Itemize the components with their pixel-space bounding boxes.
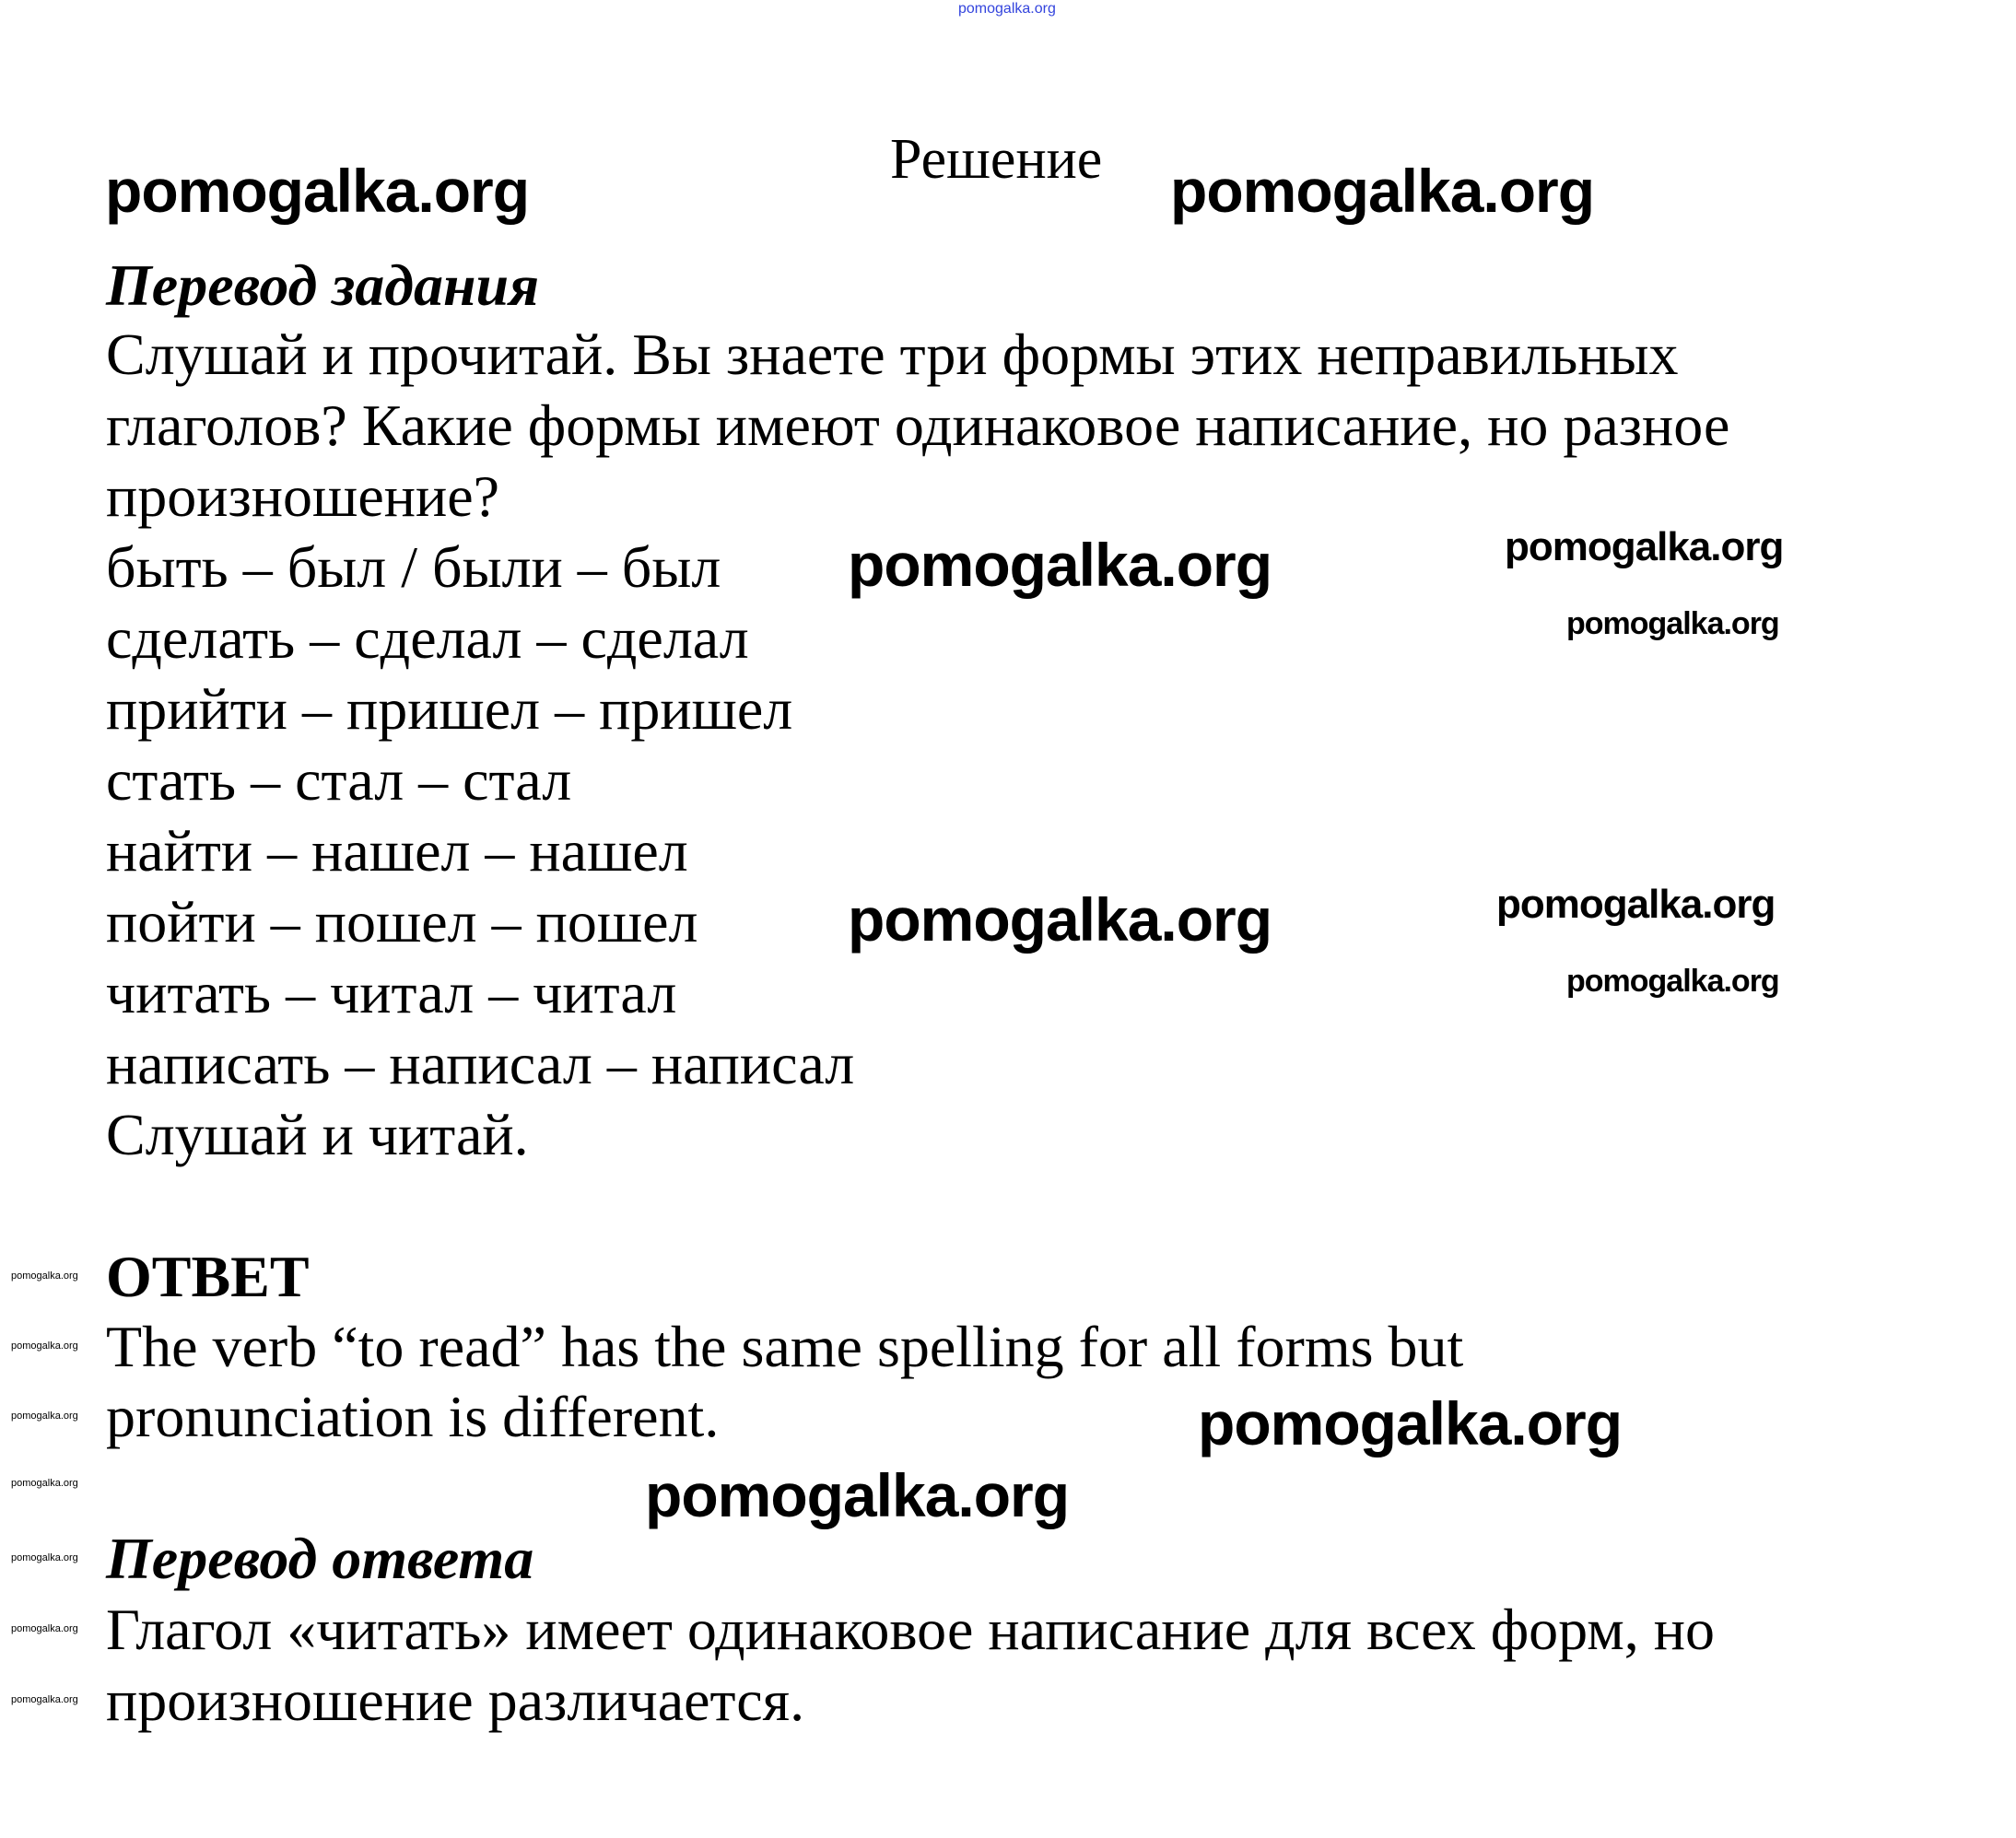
text-line: читать – читал – читал	[106, 960, 677, 1025]
watermark: pomogalka.org	[1496, 882, 1776, 927]
page-title: Решение	[890, 128, 1103, 191]
text-line: найти – нашел – нашел	[106, 818, 688, 884]
text-line: Слушай и прочитай. Вы знаете три формы этих неправильных	[106, 322, 1679, 387]
watermark: pomogalka.org	[1566, 964, 1779, 999]
watermark: pomogalka.org	[11, 1694, 78, 1705]
answer-translation-heading: Перевод ответа	[106, 1526, 534, 1591]
watermark: pomogalka.org	[11, 1623, 78, 1634]
answer-line: pronunciation is different.	[106, 1384, 720, 1449]
watermark: pomogalka.org	[11, 1478, 78, 1489]
watermark: pomogalka.org	[848, 531, 1272, 599]
watermark: pomogalka.org	[11, 1270, 78, 1282]
task-translation-heading: Перевод задания	[106, 252, 540, 318]
answer-translation-line: Глагол «читать» имеет одинаковое написание для всех форм, но	[106, 1597, 1715, 1662]
answer-line: The verb “to read” has the same spelling for all forms but	[106, 1314, 1464, 1379]
watermark: pomogalka.org	[1198, 1389, 1623, 1458]
watermark: pomogalka.org	[958, 1, 1056, 17]
watermark: pomogalka.org	[848, 885, 1272, 954]
watermark: pomogalka.org	[11, 1340, 78, 1352]
watermark: pomogalka.org	[1170, 157, 1595, 225]
watermark: pomogalka.org	[1505, 524, 1784, 569]
watermark: pomogalka.org	[11, 1411, 78, 1422]
text-line: стать – стал – стал	[106, 747, 572, 813]
text-line: Слушай и читай.	[106, 1102, 529, 1167]
answer-heading: ОТВЕТ	[106, 1244, 310, 1309]
text-line: пойти – пошел – пошел	[106, 889, 698, 954]
text-line: быть – был / были – был	[106, 534, 721, 600]
text-line: прийти – пришел – пришел	[106, 676, 793, 742]
text-line: глаголов? Какие формы имеют одинаковое написание, но разное	[106, 392, 1730, 458]
watermark: pomogalka.org	[1566, 606, 1779, 641]
text-line: сделать – сделал – сделал	[106, 605, 749, 671]
watermark: pomogalka.org	[105, 157, 530, 225]
watermark: pomogalka.org	[645, 1461, 1070, 1529]
text-line: произношение?	[106, 463, 500, 529]
answer-translation-line: произношение различается.	[106, 1668, 805, 1733]
text-line: написать – написал – написал	[106, 1031, 855, 1096]
watermark: pomogalka.org	[11, 1552, 78, 1563]
